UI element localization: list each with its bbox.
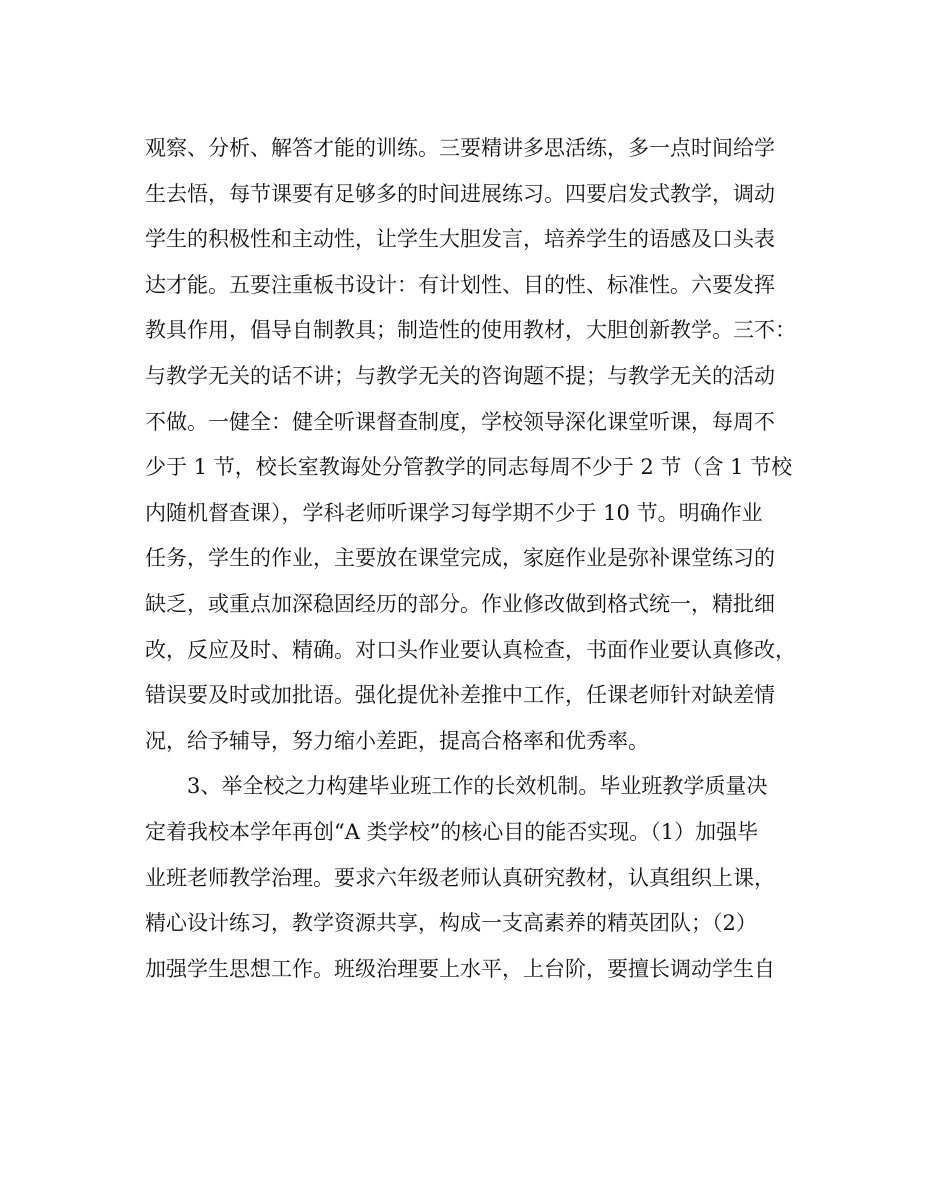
text-line: 不做。一健全：健全听课督查制度，学校领导深化课堂听课，每周不 — [145, 409, 775, 434]
text-line: 达才能。五要注重板书设计：有计划性、目的性、标准性。六要发挥 — [145, 272, 775, 297]
text-line: 与教学无关的话不讲；与教学无关的咨询题不提；与教学无关的活动 — [145, 363, 775, 388]
text-line: 观察、分析、解答才能的训练。三要精讲多思活练，多一点时间给学 — [145, 136, 775, 160]
text-line: 精心设计练习，教学资源共享，构成一支高素养的精英团队；（2） — [145, 911, 757, 936]
text-line: 改，反应及时、精确。对口头作业要认真检查，书面作业要认真修改， — [145, 637, 796, 662]
text-line: 况，给予辅导，努力缩小差距，提高合格率和优秀率。 — [145, 728, 649, 753]
text-line: 业班老师教学治理。要求六年级老师认真研究教材，认真组织上课， — [145, 865, 775, 890]
document-body — [145, 126, 825, 992]
text-line: 加强学生思想工作。班级治理要上水平，上台阶，要擅长调动学生自 — [145, 956, 775, 981]
text-line: 错误要及时或加批语。强化提优补差推中工作，任课老师针对缺差情 — [145, 683, 775, 708]
text-line: 少于 1 节，校长室教诲处分管教学的同志每周不少于 2 节（含 1 节校 — [145, 455, 793, 480]
text-line: 定着我校本学年再创“A 类学校”的核心目的能否实现。（1）加强毕 — [145, 819, 759, 844]
text-line: 任务，学生的作业，主要放在课堂完成，家庭作业是弥补课堂练习的 — [145, 546, 775, 571]
text-line: 缺乏，或重点加深稳固经历的部分。作业修改做到格式统一，精批细 — [145, 591, 775, 616]
text-line: 生去悟，每节课要有足够多的时间进展练习。四要启发式教学，调动 — [145, 181, 775, 206]
paragraph-start-line: 3、举全校之力构建毕业班工作的长效机制。毕业班教学质量决 — [187, 774, 768, 799]
text-line: 内随机督查课），学科老师听课学习每学期不少于 10 节。明确作业 — [145, 500, 763, 525]
text-line: 教具作用，倡导自制教具；制造性的使用教材，大胆创新教学。三不： — [145, 318, 796, 343]
text-line: 学生的积极性和主动性，让学生大胆发言，培养学生的语感及口头表 — [145, 227, 775, 252]
